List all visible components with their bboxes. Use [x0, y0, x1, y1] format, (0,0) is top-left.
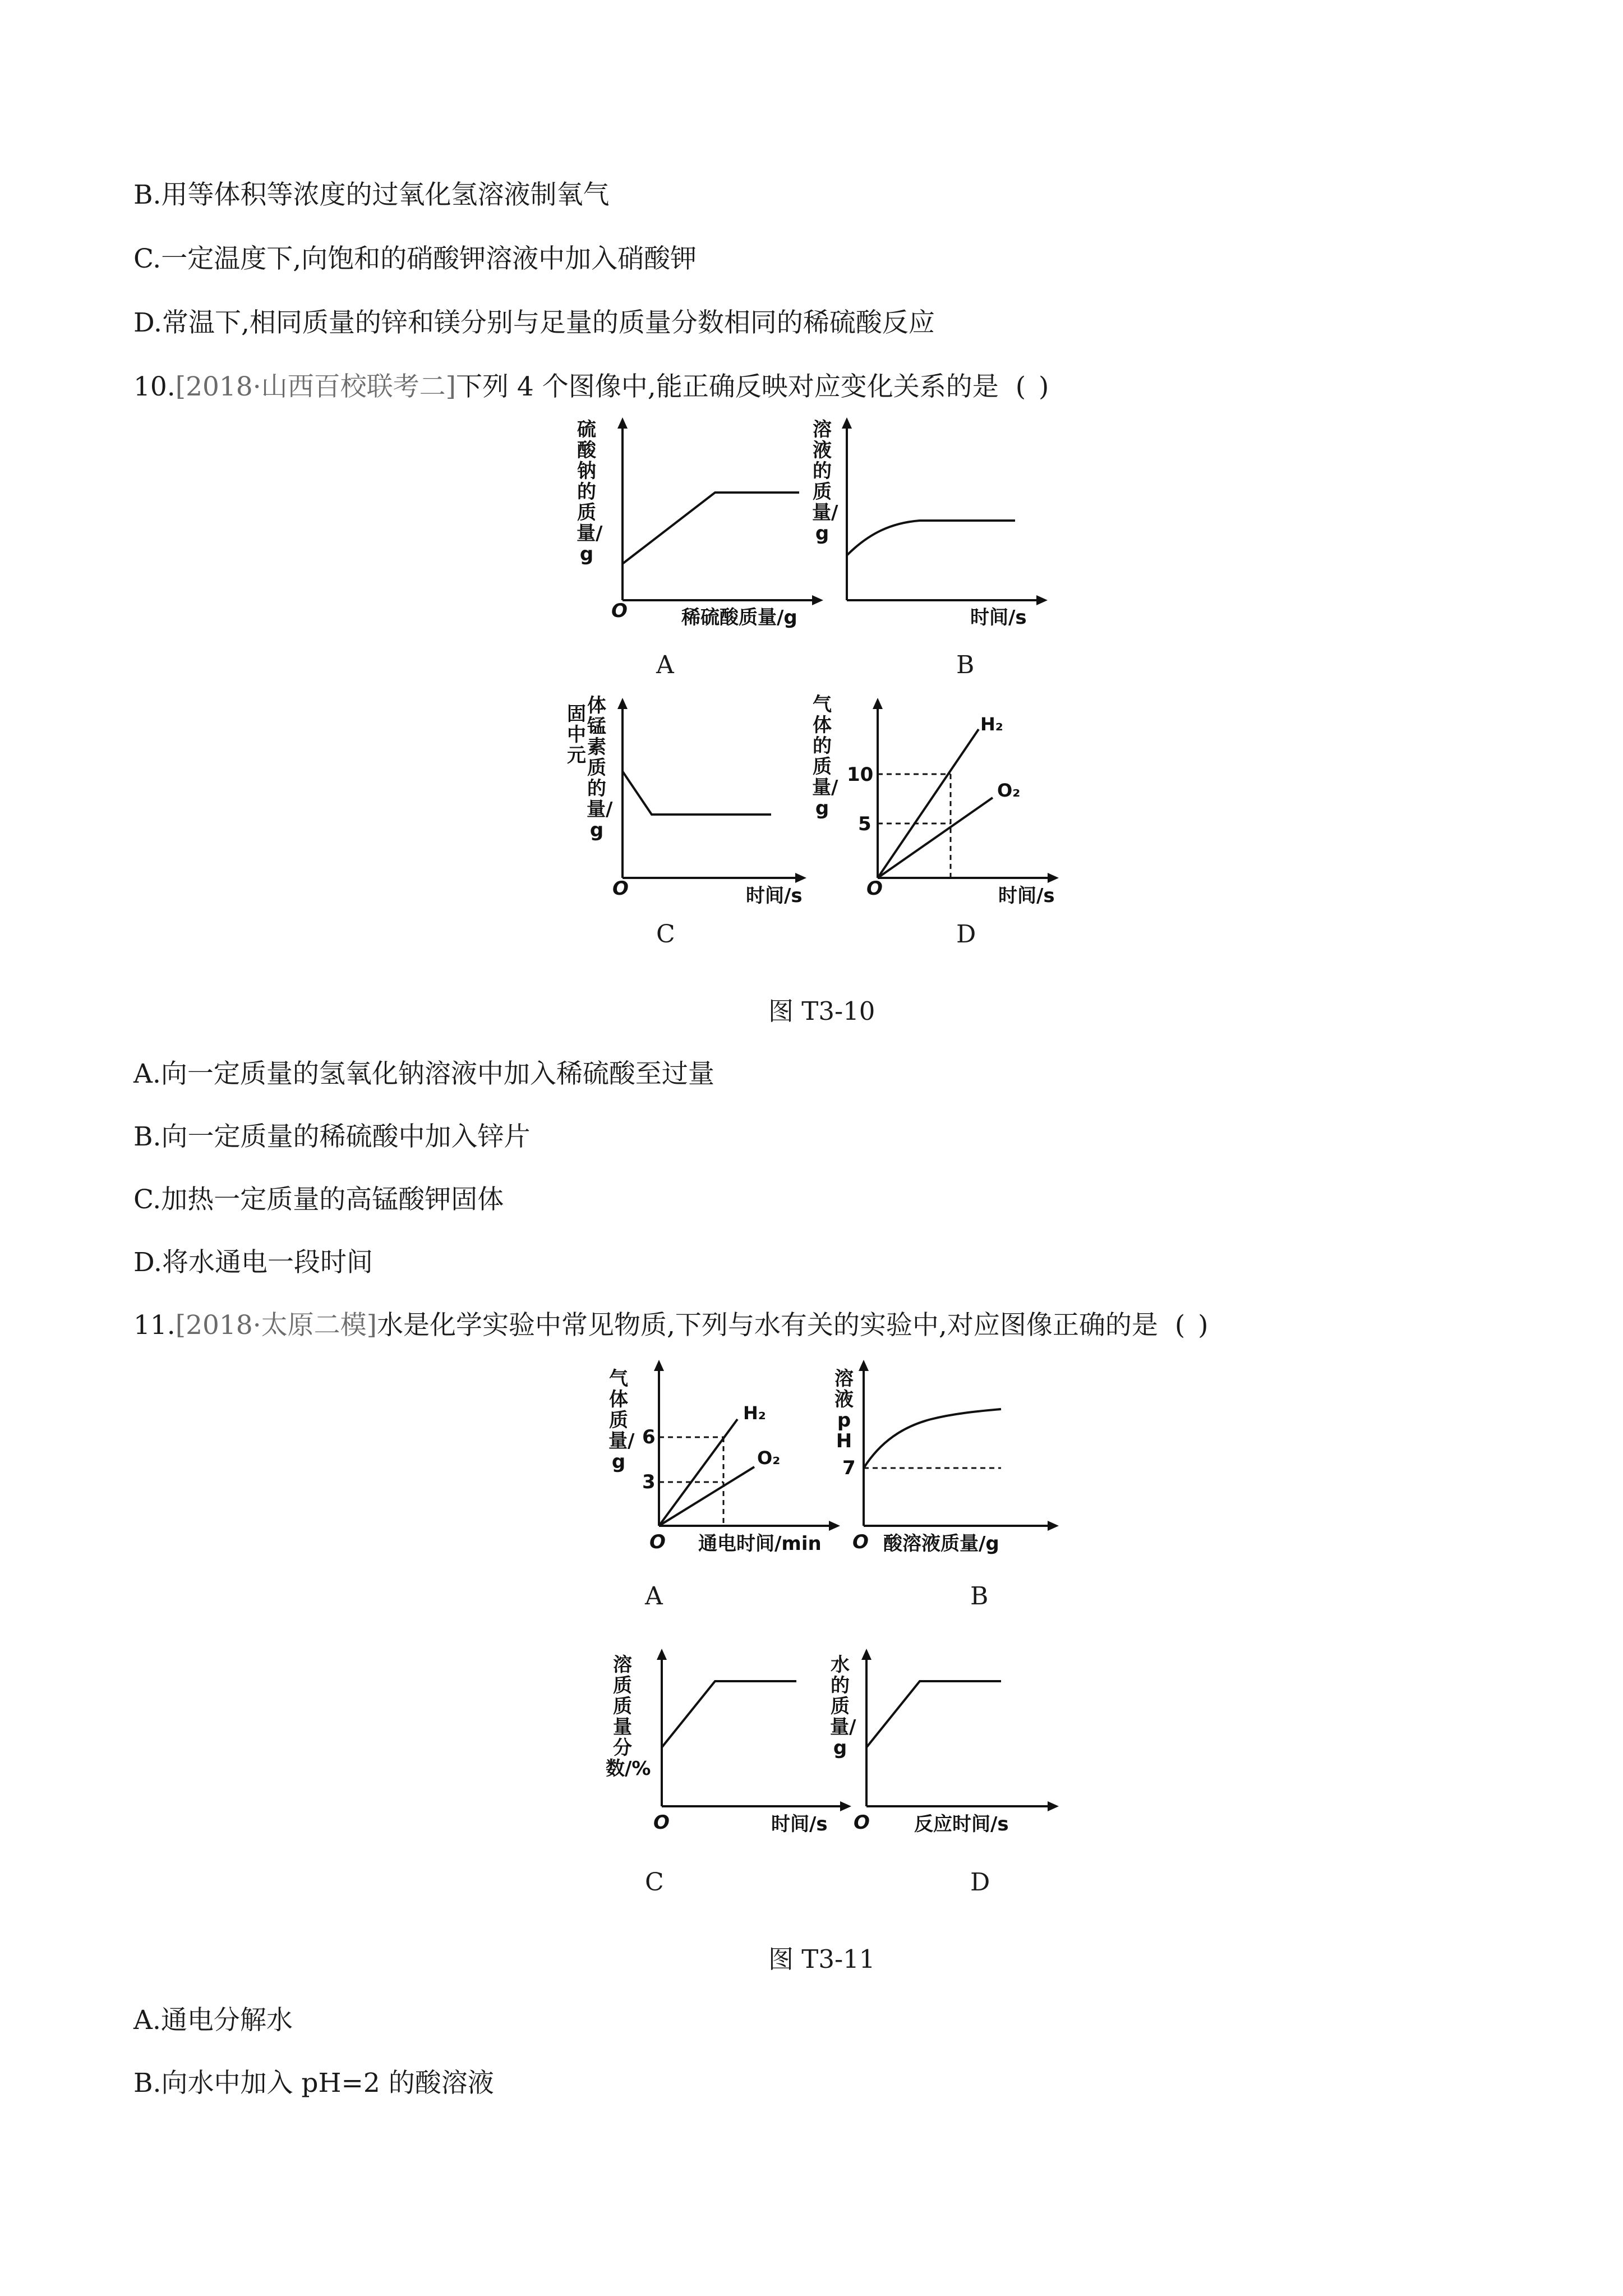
question-text: 下列 4 个图像中,能正确反映对应变化关系的是: [455, 371, 999, 402]
axis-label-y: 气体质量/g: [608, 1368, 635, 1473]
tick-label: 7: [842, 1457, 856, 1479]
axis-label-y-part2: 体锰素质的量/g: [587, 694, 613, 841]
axis-label-x: 时间/s: [771, 1813, 828, 1835]
panel-label: D: [970, 1868, 990, 1897]
option-q9-d: D.常温下,相同质量的锌和镁分别与足量的质量分数相同的稀硫酸反应: [133, 307, 935, 338]
series-label-o2: O₂: [997, 780, 1021, 801]
origin-label: O: [854, 1811, 870, 1834]
tick-label: 3: [642, 1471, 656, 1493]
chart-10c: [589, 696, 824, 914]
panel-label: B: [956, 651, 975, 679]
option-q11-b: B.向水中加入 pH=2 的酸溶液: [133, 2068, 494, 2099]
series-label-h2: H₂: [980, 714, 1003, 735]
axis-label-y: 水的质量/g: [830, 1654, 856, 1759]
option-q9-c: C.一定温度下,向饱和的硝酸钾溶液中加入硝酸钾: [133, 243, 697, 274]
axis-label-x: 时间/s: [746, 885, 803, 907]
axis-label-y: 溶液的质量/g: [812, 418, 838, 545]
panel-label: D: [956, 920, 976, 949]
option-q10-b: B.向一定质量的稀硫酸中加入锌片: [133, 1121, 531, 1152]
option-q11-a: A.通电分解水: [133, 2005, 293, 2036]
answer-blank: ( ): [1174, 1310, 1211, 1341]
option-q10-a: A.向一定质量的氢氧化钠溶液中加入稀硫酸至过量: [133, 1059, 714, 1089]
origin-label: O: [649, 1531, 666, 1553]
option-q9-b: B.用等体积等浓度的过氧化氢溶液制氧气: [133, 180, 610, 210]
panel-label: B: [970, 1582, 989, 1611]
axis-label-x: 反应时间/s: [914, 1813, 1009, 1835]
origin-label: O: [866, 877, 883, 900]
question-number: 10.: [133, 371, 176, 402]
figure-caption: 图 T3-10: [768, 996, 875, 1026]
question-source: [2018·山西百校联考二]: [175, 371, 456, 402]
axis-label-y: 溶液pH: [834, 1368, 854, 1452]
axis-label-y: 溶质质量分数/%: [606, 1654, 651, 1780]
chart-11a: [623, 1358, 858, 1571]
option-q10-c: C.加热一定质量的高锰酸钾固体: [133, 1184, 504, 1215]
panel-label: C: [656, 920, 675, 949]
question-11: [133, 1309, 1211, 1342]
axis-label-x: 时间/s: [998, 885, 1055, 907]
origin-label: O: [611, 600, 628, 622]
question-text: 水是化学实验中常见物质,下列与水有关的实验中,对应图像正确的是: [376, 1310, 1158, 1341]
question-source: [2018·太原二模]: [175, 1310, 377, 1341]
option-q10-d: D.将水通电一段时间: [133, 1247, 373, 1278]
axis-label-x: 时间/s: [970, 606, 1027, 629]
panel-label: A: [656, 651, 674, 679]
chart-11d: [841, 1646, 1088, 1860]
chart-10b: [830, 415, 1066, 634]
axis-label-x: 酸溶液质量/g: [883, 1533, 999, 1555]
axis-label-x: 稀硫酸质量/g: [681, 606, 797, 629]
origin-label: O: [653, 1811, 670, 1834]
series-label-o2: O₂: [757, 1447, 781, 1469]
panel-label: A: [645, 1582, 663, 1611]
answer-blank: ( ): [1015, 371, 1052, 402]
series-label-h2: H₂: [743, 1402, 766, 1424]
axis-label-y: 气体的质量/g: [812, 693, 838, 820]
chart-11b: [841, 1358, 1077, 1571]
tick-label: 6: [642, 1426, 656, 1448]
origin-label: O: [612, 877, 629, 900]
tick-label: 10: [847, 763, 874, 786]
origin-label: O: [852, 1531, 869, 1553]
axis-label-y: 硫酸钠的质量/g: [577, 418, 603, 565]
question-number: 11.: [133, 1310, 176, 1341]
axis-label-y-part1: 固中元: [567, 703, 586, 767]
figure-caption: 图 T3-11: [768, 1944, 875, 1974]
axis-label-x: 通电时间/min: [698, 1533, 822, 1555]
chart-10d: [830, 696, 1077, 914]
panel-label: C: [645, 1868, 664, 1897]
tick-label: 5: [858, 813, 872, 835]
chart-10a: [589, 415, 824, 634]
question-10: [133, 370, 1051, 404]
